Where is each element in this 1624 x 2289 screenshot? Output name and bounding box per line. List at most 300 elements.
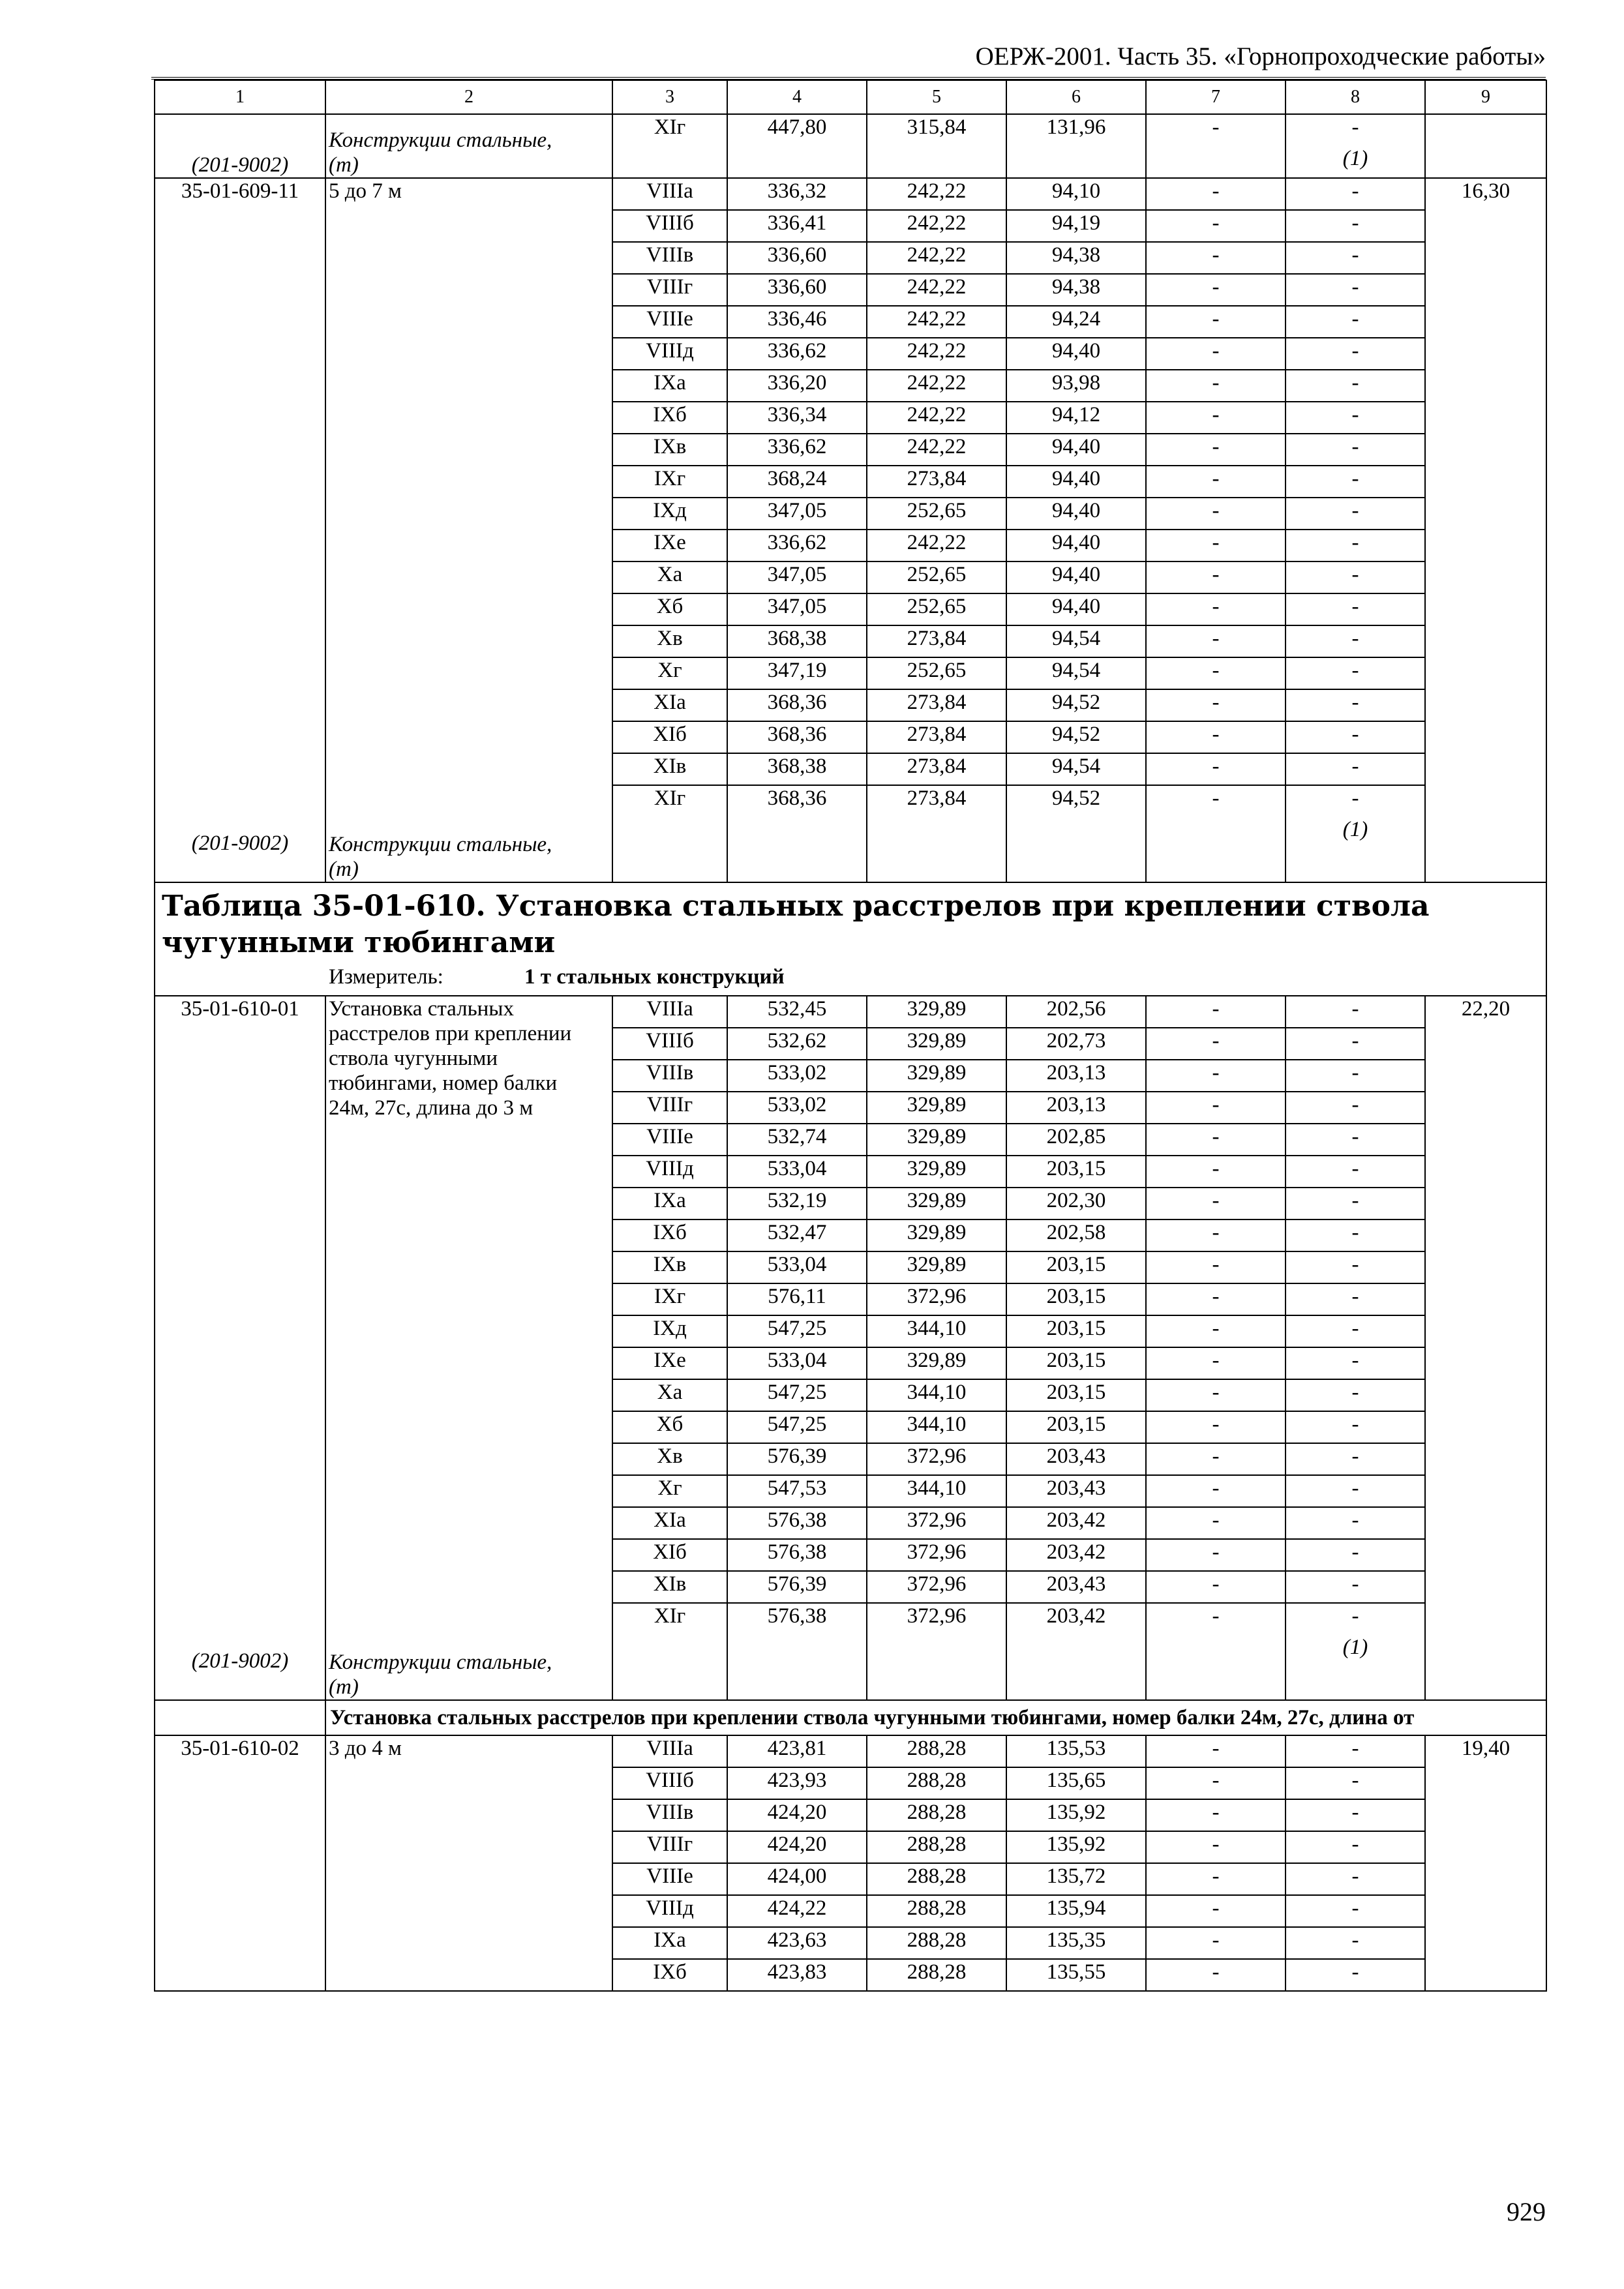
resource-cell [1286,1635,1425,1700]
value-cell: - [1146,1799,1286,1831]
value-cell: - [1286,1379,1425,1411]
subheading-empty [155,1700,325,1735]
value-cell: 533,04 [727,1347,867,1379]
value-cell: - [1146,689,1286,721]
table-heading-cell [155,882,1546,996]
value-cell: - [1286,370,1425,402]
resource-name: Конструкции стальные, (т) [329,1651,552,1699]
rate-description: 5 до 7 м [329,179,402,203]
value-cell: 288,28 [867,1895,1006,1927]
value-cell: 547,25 [727,1379,867,1411]
value-cell: - [1286,178,1425,210]
resource-cell [1146,817,1286,882]
value-cell: - [1146,1379,1286,1411]
value-cell: 315,84 [867,114,1006,178]
value-cell: - [1146,210,1286,242]
resource-cell [1146,1635,1286,1700]
column-number: 8 [1286,80,1425,114]
value-cell: - [1146,1060,1286,1092]
value-cell: 344,10 [867,1315,1006,1347]
value-cell: 135,55 [1006,1959,1146,1991]
value-cell: - [1286,498,1425,530]
zone-cell: VIIIа [612,996,727,1028]
value-cell: 329,89 [867,1124,1006,1156]
value-cell: 336,46 [727,306,867,338]
rate-code: 35-01-610-01 [181,997,299,1021]
value-cell: 329,89 [867,1156,1006,1188]
subheading-row [155,1700,1546,1735]
column-number: 6 [1006,80,1146,114]
rate-code: 35-01-610-02 [181,1737,299,1760]
value-cell: - [1286,1188,1425,1219]
value-cell: 329,89 [867,1347,1006,1379]
value-cell: - [1146,1283,1286,1315]
value-cell: - [1286,1443,1425,1475]
value-cell: 203,15 [1006,1315,1146,1347]
zone-cell: VIIIб [612,1028,727,1060]
value-cell: 288,28 [867,1831,1006,1863]
value-cell: - [1286,1507,1425,1539]
value-cell: 252,65 [867,561,1006,593]
value-cell: 94,54 [1006,753,1146,785]
value-cell: - [1146,114,1286,178]
resource-cell [1006,817,1146,882]
labor-cell: 19,40 [1425,1735,1546,1991]
value-cell: - [1146,1571,1286,1603]
value-cell: - [1146,1188,1286,1219]
value-cell: 368,38 [727,625,867,657]
value-cell: - [1146,1767,1286,1799]
value-cell: 94,38 [1006,274,1146,306]
value-cell: 203,15 [1006,1283,1146,1315]
value-cell: - [1286,1156,1425,1188]
zone-cell: IXв [612,1251,727,1283]
value-cell: - [1286,657,1425,689]
value-cell: - [1146,242,1286,274]
value-cell: 94,12 [1006,402,1146,434]
value-cell: 547,25 [727,1411,867,1443]
value-cell: 288,28 [867,1767,1006,1799]
value-cell: - [1286,1283,1425,1315]
value-cell: - [1146,1603,1286,1635]
value-cell: 547,53 [727,1475,867,1507]
table-row [155,1735,1546,1767]
labor-cell: 22,20 [1425,996,1546,1700]
value-cell: - [1286,1092,1425,1124]
zone-cell: IXв [612,434,727,466]
zone-cell: VIIIа [612,1735,727,1767]
value-cell: 203,15 [1006,1347,1146,1379]
zone-cell: Xв [612,625,727,657]
subheading-text: Установка стальных расстрелов при креплении ствола чугунными тюбингами, номер балки 24м, 27с, длина от [330,1706,1415,1729]
column-number: 3 [612,80,727,114]
subheading-cell [325,1700,1546,1735]
value-cell: - [1286,1895,1425,1927]
value-cell: 423,81 [727,1735,867,1767]
zone-cell: VIIIд [612,1895,727,1927]
value-cell: 203,15 [1006,1379,1146,1411]
value-cell: 532,62 [727,1028,867,1060]
zone-cell: XIг [612,1603,727,1635]
value-cell: 423,63 [727,1927,867,1959]
zone-cell: XIа [612,689,727,721]
value-cell: - [1146,530,1286,561]
value-cell: 203,42 [1006,1603,1146,1635]
value-cell: 93,98 [1006,370,1146,402]
value-cell: 533,02 [727,1060,867,1092]
value-cell: 336,32 [727,178,867,210]
value-cell: 424,20 [727,1799,867,1831]
resource-cell [1286,817,1425,882]
value-cell: - [1146,785,1286,817]
value-cell: 344,10 [867,1411,1006,1443]
zone-cell: IXд [612,1315,727,1347]
value-cell: 336,60 [727,274,867,306]
value-cell: 252,65 [867,498,1006,530]
value-cell: 533,04 [727,1156,867,1188]
measure-label: Измеритель: [329,965,444,989]
value-cell: 94,40 [1006,561,1146,593]
value-cell: 368,36 [727,785,867,817]
zone-cell: VIIIе [612,1124,727,1156]
value-cell: 424,00 [727,1863,867,1895]
zone-cell: IXг [612,466,727,498]
value-cell: - [1286,1767,1425,1799]
value-cell: 329,89 [867,1028,1006,1060]
value-cell: 252,65 [867,593,1006,625]
value-cell: - [1286,1028,1425,1060]
zone-cell: Xб [612,593,727,625]
value-cell: 329,89 [867,1092,1006,1124]
value-cell: - [1286,785,1425,817]
value-cell: 94,40 [1006,466,1146,498]
value-cell: 94,19 [1006,210,1146,242]
value-cell: 533,02 [727,1092,867,1124]
value-cell: 372,96 [867,1507,1006,1539]
value-cell: - [1286,1927,1425,1959]
resource-qty: (1) [1342,147,1368,170]
value-cell: 202,56 [1006,996,1146,1028]
value-cell: 273,84 [867,721,1006,753]
value-cell: 94,40 [1006,338,1146,370]
measure-value: 1 т стальных конструкций [524,965,785,989]
code-cell [155,1735,325,1991]
rate-code: 35-01-609-11 [181,179,299,203]
value-cell: - [1146,1443,1286,1475]
value-cell: - [1286,1603,1425,1635]
page-header [151,38,1546,80]
zone-cell: IXг [612,1283,727,1315]
zone-cell: IXб [612,1959,727,1991]
zone-cell: Xб [612,1411,727,1443]
header-title: ОЕРЖ-2001. Часть 35. «Горнопроходческие работы» [975,42,1546,70]
resource-cell [867,817,1006,882]
zone-cell: VIIIе [612,306,727,338]
value-cell: 202,85 [1006,1124,1146,1156]
value-cell: - [1146,1251,1286,1283]
value-cell: - [1146,1156,1286,1188]
zone-cell: IXе [612,1347,727,1379]
value-cell: - [1286,753,1425,785]
value-cell: 576,39 [727,1443,867,1475]
value-cell: 288,28 [867,1863,1006,1895]
value-cell: - [1146,1124,1286,1156]
column-number: 5 [867,80,1006,114]
table-row [155,178,1546,210]
value-cell: 288,28 [867,1927,1006,1959]
rate-description: Установка стальных расстрелов при креплении ствола чугунными тюбингами, номер балки 24м, 27с, длина до 3 м [329,997,572,1120]
value-cell: - [1286,306,1425,338]
zone-cell: VIIIб [612,1767,727,1799]
zone-cell: VIIIа [612,178,727,210]
value-cell: - [1146,753,1286,785]
value-cell: 576,39 [727,1571,867,1603]
value-cell: 202,73 [1006,1028,1146,1060]
value-cell: - [1146,1507,1286,1539]
value-cell: 242,22 [867,530,1006,561]
value-cell: - [1286,530,1425,561]
value-cell: 94,40 [1006,593,1146,625]
value-cell: 423,83 [727,1959,867,1991]
zone-cell: XIг [612,114,727,178]
value-cell: 135,35 [1006,1927,1146,1959]
zone-cell: Xа [612,1379,727,1411]
value-cell: 135,94 [1006,1895,1146,1927]
value-cell: - [1146,338,1286,370]
value-cell: - [1286,1475,1425,1507]
value-cell: 288,28 [867,1735,1006,1767]
zone-cell: IXд [612,498,727,530]
value-cell: 135,65 [1006,1767,1146,1799]
value-cell: 336,62 [727,530,867,561]
value-cell: - [1286,1571,1425,1603]
value-cell: - [1146,1092,1286,1124]
value-cell: 94,52 [1006,721,1146,753]
zone-cell: IXа [612,1188,727,1219]
value-cell: - [1286,434,1425,466]
value-cell: - [1286,1251,1425,1283]
zone-cell: XIв [612,1571,727,1603]
value-cell: 203,42 [1006,1507,1146,1539]
zone-cell: VIIIв [612,1799,727,1831]
value-cell: - [1146,721,1286,753]
zone-cell: VIIIв [612,242,727,274]
zone-cell: XIб [612,721,727,753]
value-cell: - [1146,434,1286,466]
value-cell: 131,96 [1006,114,1146,178]
value-cell: 135,92 [1006,1831,1146,1863]
value-cell: - [1286,1347,1425,1379]
value-cell: 424,22 [727,1895,867,1927]
zone-cell: IXб [612,402,727,434]
value-cell: 329,89 [867,1060,1006,1092]
value-cell: 135,53 [1006,1735,1146,1767]
value-cell: 372,96 [867,1443,1006,1475]
value-cell: - [1146,1735,1286,1767]
value-cell: 372,96 [867,1539,1006,1571]
resource-cell [612,817,727,882]
value-cell: - [1146,1411,1286,1443]
value-cell: - [1286,1060,1425,1092]
value-cell: - [1286,1863,1425,1895]
value-cell [1286,114,1425,178]
column-number: 1 [155,80,325,114]
table-row [155,996,1546,1028]
value-cell: 347,05 [727,561,867,593]
value-cell: - [1286,402,1425,434]
rate-description: 3 до 4 м [329,1737,402,1760]
resource-qty: (1) [1342,1636,1368,1659]
resource-qty: (1) [1342,818,1368,841]
value-cell: 329,89 [867,996,1006,1028]
value-cell: - [1146,996,1286,1028]
value-cell: - [1146,498,1286,530]
value-cell: 242,22 [867,338,1006,370]
value-cell: 202,30 [1006,1188,1146,1219]
code-cell [155,114,325,178]
value-cell: 372,96 [867,1603,1006,1635]
value-cell: - [1146,625,1286,657]
value-cell: 372,96 [867,1571,1006,1603]
value-cell: 242,22 [867,274,1006,306]
value-cell: 347,05 [727,498,867,530]
value-cell: 94,24 [1006,306,1146,338]
zone-cell: VIIIг [612,274,727,306]
zone-cell: VIIIв [612,1060,727,1092]
value-cell: - [1146,1959,1286,1991]
value-cell: 242,22 [867,242,1006,274]
value-cell: - [1146,593,1286,625]
value-cell: 203,15 [1006,1411,1146,1443]
value-cell: 336,20 [727,370,867,402]
value-cell: 533,04 [727,1251,867,1283]
value-cell: - [1146,1895,1286,1927]
zone-cell: IXа [612,370,727,402]
resource-name: Конструкции стальные, (т) [329,833,552,881]
value-cell: 242,22 [867,178,1006,210]
zone-cell: VIIIб [612,210,727,242]
value-cell: - [1286,996,1425,1028]
resource-code: (201-9002) [191,153,289,177]
value-cell: 273,84 [867,785,1006,817]
value-cell: - [1286,1124,1425,1156]
zone-cell: VIIIг [612,1831,727,1863]
value-cell: 135,92 [1006,1799,1146,1831]
value-cell: - [1286,1959,1425,1991]
value-cell: 288,28 [867,1799,1006,1831]
value-cell: 94,10 [1006,178,1146,210]
labor-cell [1425,114,1546,178]
value-cell: - [1286,1831,1425,1863]
zone-cell: VIIIд [612,338,727,370]
value-cell: 368,38 [727,753,867,785]
value-cell: - [1146,1831,1286,1863]
value-cell: 94,40 [1006,530,1146,561]
value-cell: 329,89 [867,1251,1006,1283]
value-cell: - [1286,593,1425,625]
value-cell: - [1146,1539,1286,1571]
zone-cell: XIг [612,785,727,817]
column-number: 4 [727,80,867,114]
measure-line [162,964,1539,990]
value-cell: - [1286,721,1425,753]
value-cell: 135,72 [1006,1863,1146,1895]
value-cell: 242,22 [867,210,1006,242]
zone-cell: IXа [612,1927,727,1959]
value-cell: 203,15 [1006,1156,1146,1188]
value-cell: 273,84 [867,753,1006,785]
value-cell: 94,52 [1006,785,1146,817]
value-cell: 329,89 [867,1219,1006,1251]
value-cell: - [1286,1411,1425,1443]
code-cell [155,178,325,882]
value-cell: 447,80 [727,114,867,178]
value-cell: 423,93 [727,1767,867,1799]
column-number: 7 [1146,80,1286,114]
value-cell: 203,43 [1006,1443,1146,1475]
value-cell: - [1146,1347,1286,1379]
value-cell: 344,10 [867,1475,1006,1507]
value-cell: 273,84 [867,689,1006,721]
zone-cell: XIв [612,753,727,785]
code-cell [155,996,325,1700]
zone-cell: Xг [612,1475,727,1507]
zone-cell: Xв [612,1443,727,1475]
value-cell: 368,24 [727,466,867,498]
table-heading-row [155,882,1546,996]
value-cell: 203,42 [1006,1539,1146,1571]
zone-cell: VIIIг [612,1092,727,1124]
value-cell: 203,43 [1006,1571,1146,1603]
value-cell: 532,19 [727,1188,867,1219]
desc-cell [325,1735,612,1991]
value-cell: 336,34 [727,402,867,434]
value-cell: 336,62 [727,338,867,370]
value-cell: 547,25 [727,1315,867,1347]
resource-name: Конструкции стальные, (т) [329,128,552,177]
value-cell: 252,65 [867,657,1006,689]
column-number-row [155,80,1546,114]
value-cell: 288,28 [867,1959,1006,1991]
value-cell: - [1286,274,1425,306]
value-cell: 336,60 [727,242,867,274]
rates-table [154,80,1547,1992]
value-cell: - [1146,306,1286,338]
value-cell: 203,13 [1006,1060,1146,1092]
value-cell: 202,58 [1006,1219,1146,1251]
zone-cell: Xа [612,561,727,593]
desc-cell [325,996,612,1700]
value-cell: 242,22 [867,402,1006,434]
resource-code: (201-9002) [191,831,289,855]
resource-cell [727,1635,867,1700]
value-cell: 424,20 [727,1831,867,1863]
resource-cell [612,1635,727,1700]
zone-cell: IXб [612,1219,727,1251]
value-cell: 368,36 [727,689,867,721]
value-cell: - [1286,561,1425,593]
value-cell: - [1286,466,1425,498]
column-number: 2 [325,80,612,114]
value-cell: - [1286,338,1425,370]
resource-cell [1006,1635,1146,1700]
value-cell: - [1146,402,1286,434]
resource-cell [867,1635,1006,1700]
value-cell: 94,38 [1006,242,1146,274]
value-cell: 532,74 [727,1124,867,1156]
value-cell: 273,84 [867,466,1006,498]
value-cell: 576,38 [727,1603,867,1635]
